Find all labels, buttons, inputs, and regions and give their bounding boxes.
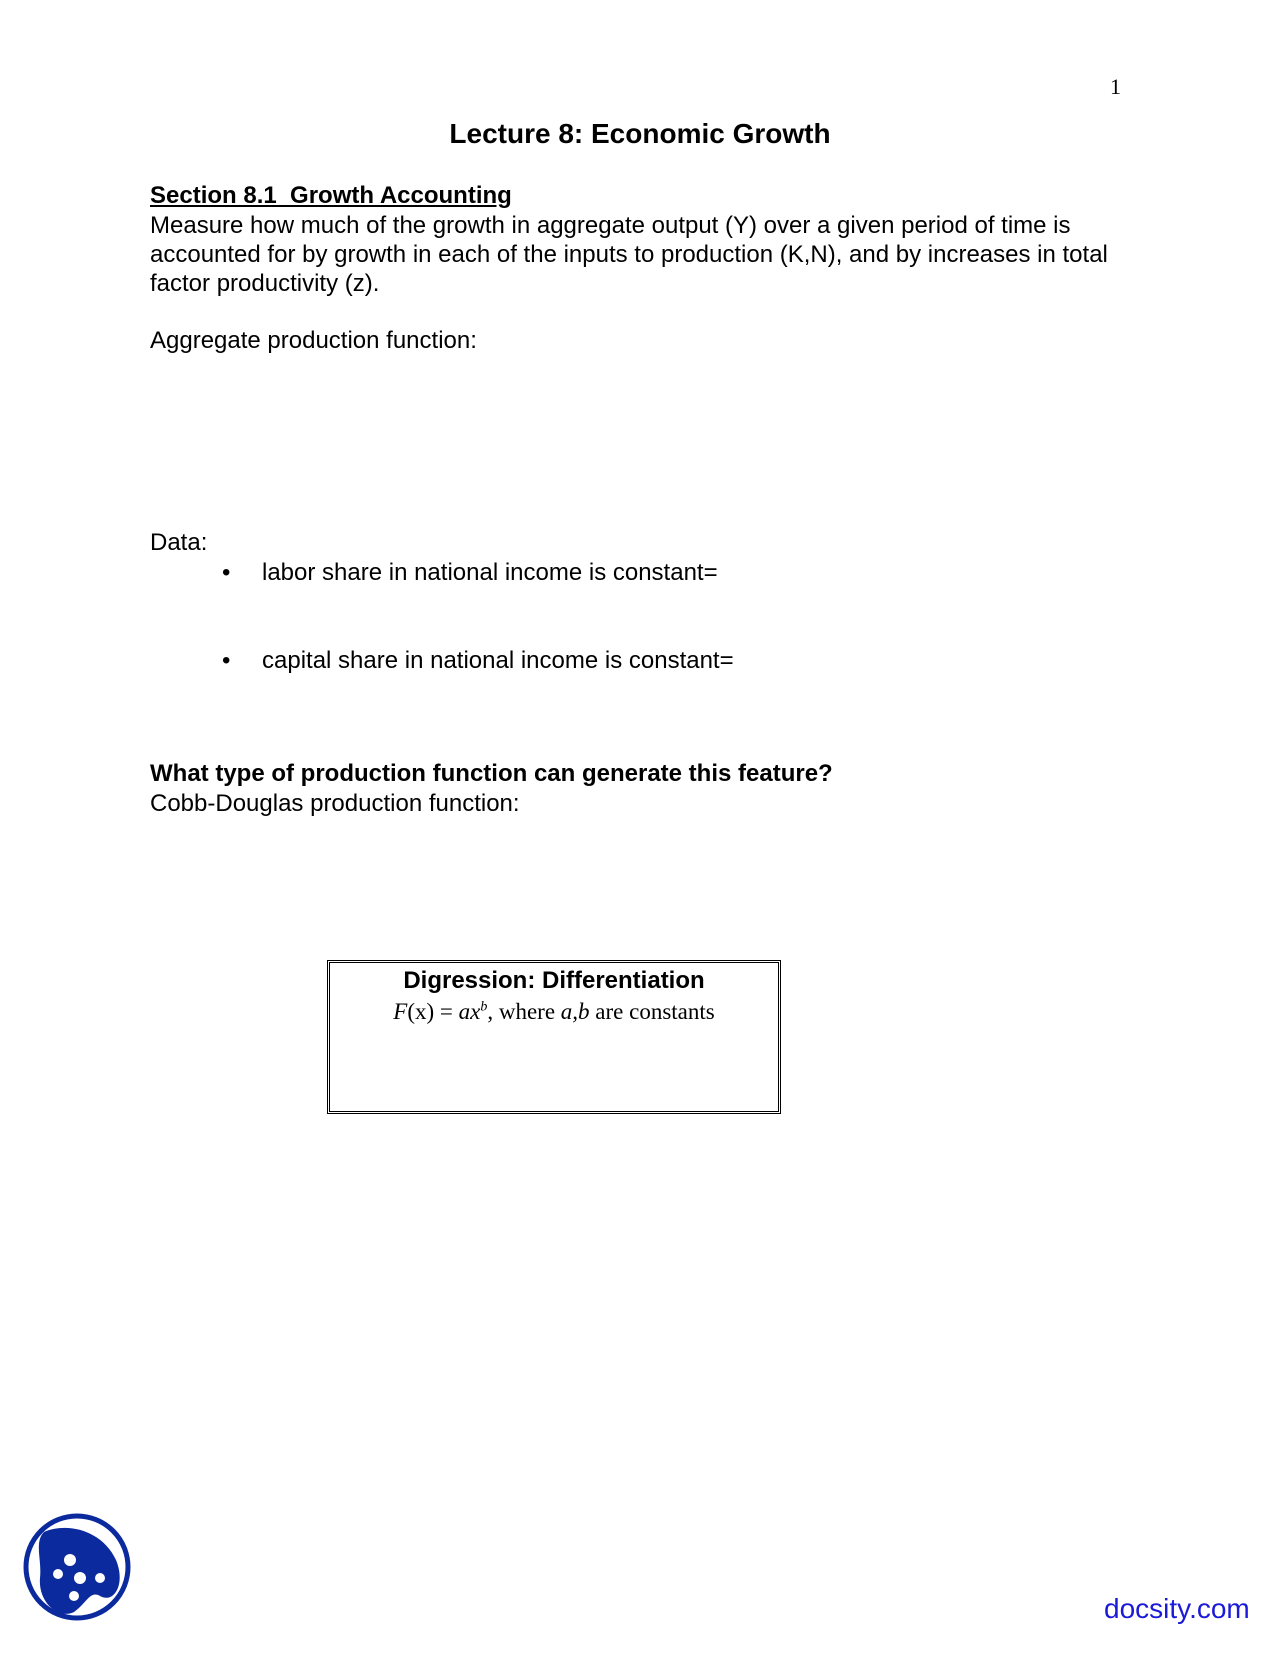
formula-argument: (x)	[407, 999, 435, 1024]
bullet-item-capital	[222, 646, 734, 675]
bullet-text: labor share in national income is constant=	[262, 559, 718, 586]
formula-function: F	[393, 999, 408, 1024]
formula-exponent: b	[480, 999, 488, 1015]
bullet-icon: •	[222, 647, 231, 674]
formula-where: , where	[487, 999, 561, 1024]
formula-equals: =	[434, 999, 459, 1024]
formula-tail: are constants	[589, 999, 715, 1024]
bullet-icon: •	[222, 559, 231, 586]
docsity-logo-icon	[22, 1512, 132, 1622]
section-heading: Section 8.1 Growth Accounting	[150, 182, 512, 209]
formula-constants: a,b	[560, 999, 590, 1024]
formula-coefficient: ax	[458, 999, 481, 1024]
digression-formula	[330, 999, 778, 1025]
aggregate-label: Aggregate production function:	[150, 327, 477, 354]
page-number: 1	[1110, 74, 1121, 99]
intro-paragraph: Measure how much of the growth in aggregate output (Y) over a given period of time is accounted for by growth in each of the inputs to production (K,N), and by increases in total factor productivity (z).	[150, 212, 1108, 297]
docsity-brand-link[interactable]: docsity.com	[1104, 1593, 1250, 1624]
digression-box	[327, 960, 781, 1114]
bullet-item-labor	[222, 558, 718, 587]
page-title: Lecture 8: Economic Growth	[449, 118, 831, 149]
data-label: Data:	[150, 529, 208, 556]
cobb-douglas-label: Cobb-Douglas production function:	[150, 790, 520, 817]
digression-title: Digression: Differentiation	[403, 967, 705, 994]
bullet-text: capital share in national income is constant=	[262, 647, 734, 674]
question-heading: What type of production function can generate this feature?	[150, 760, 833, 787]
